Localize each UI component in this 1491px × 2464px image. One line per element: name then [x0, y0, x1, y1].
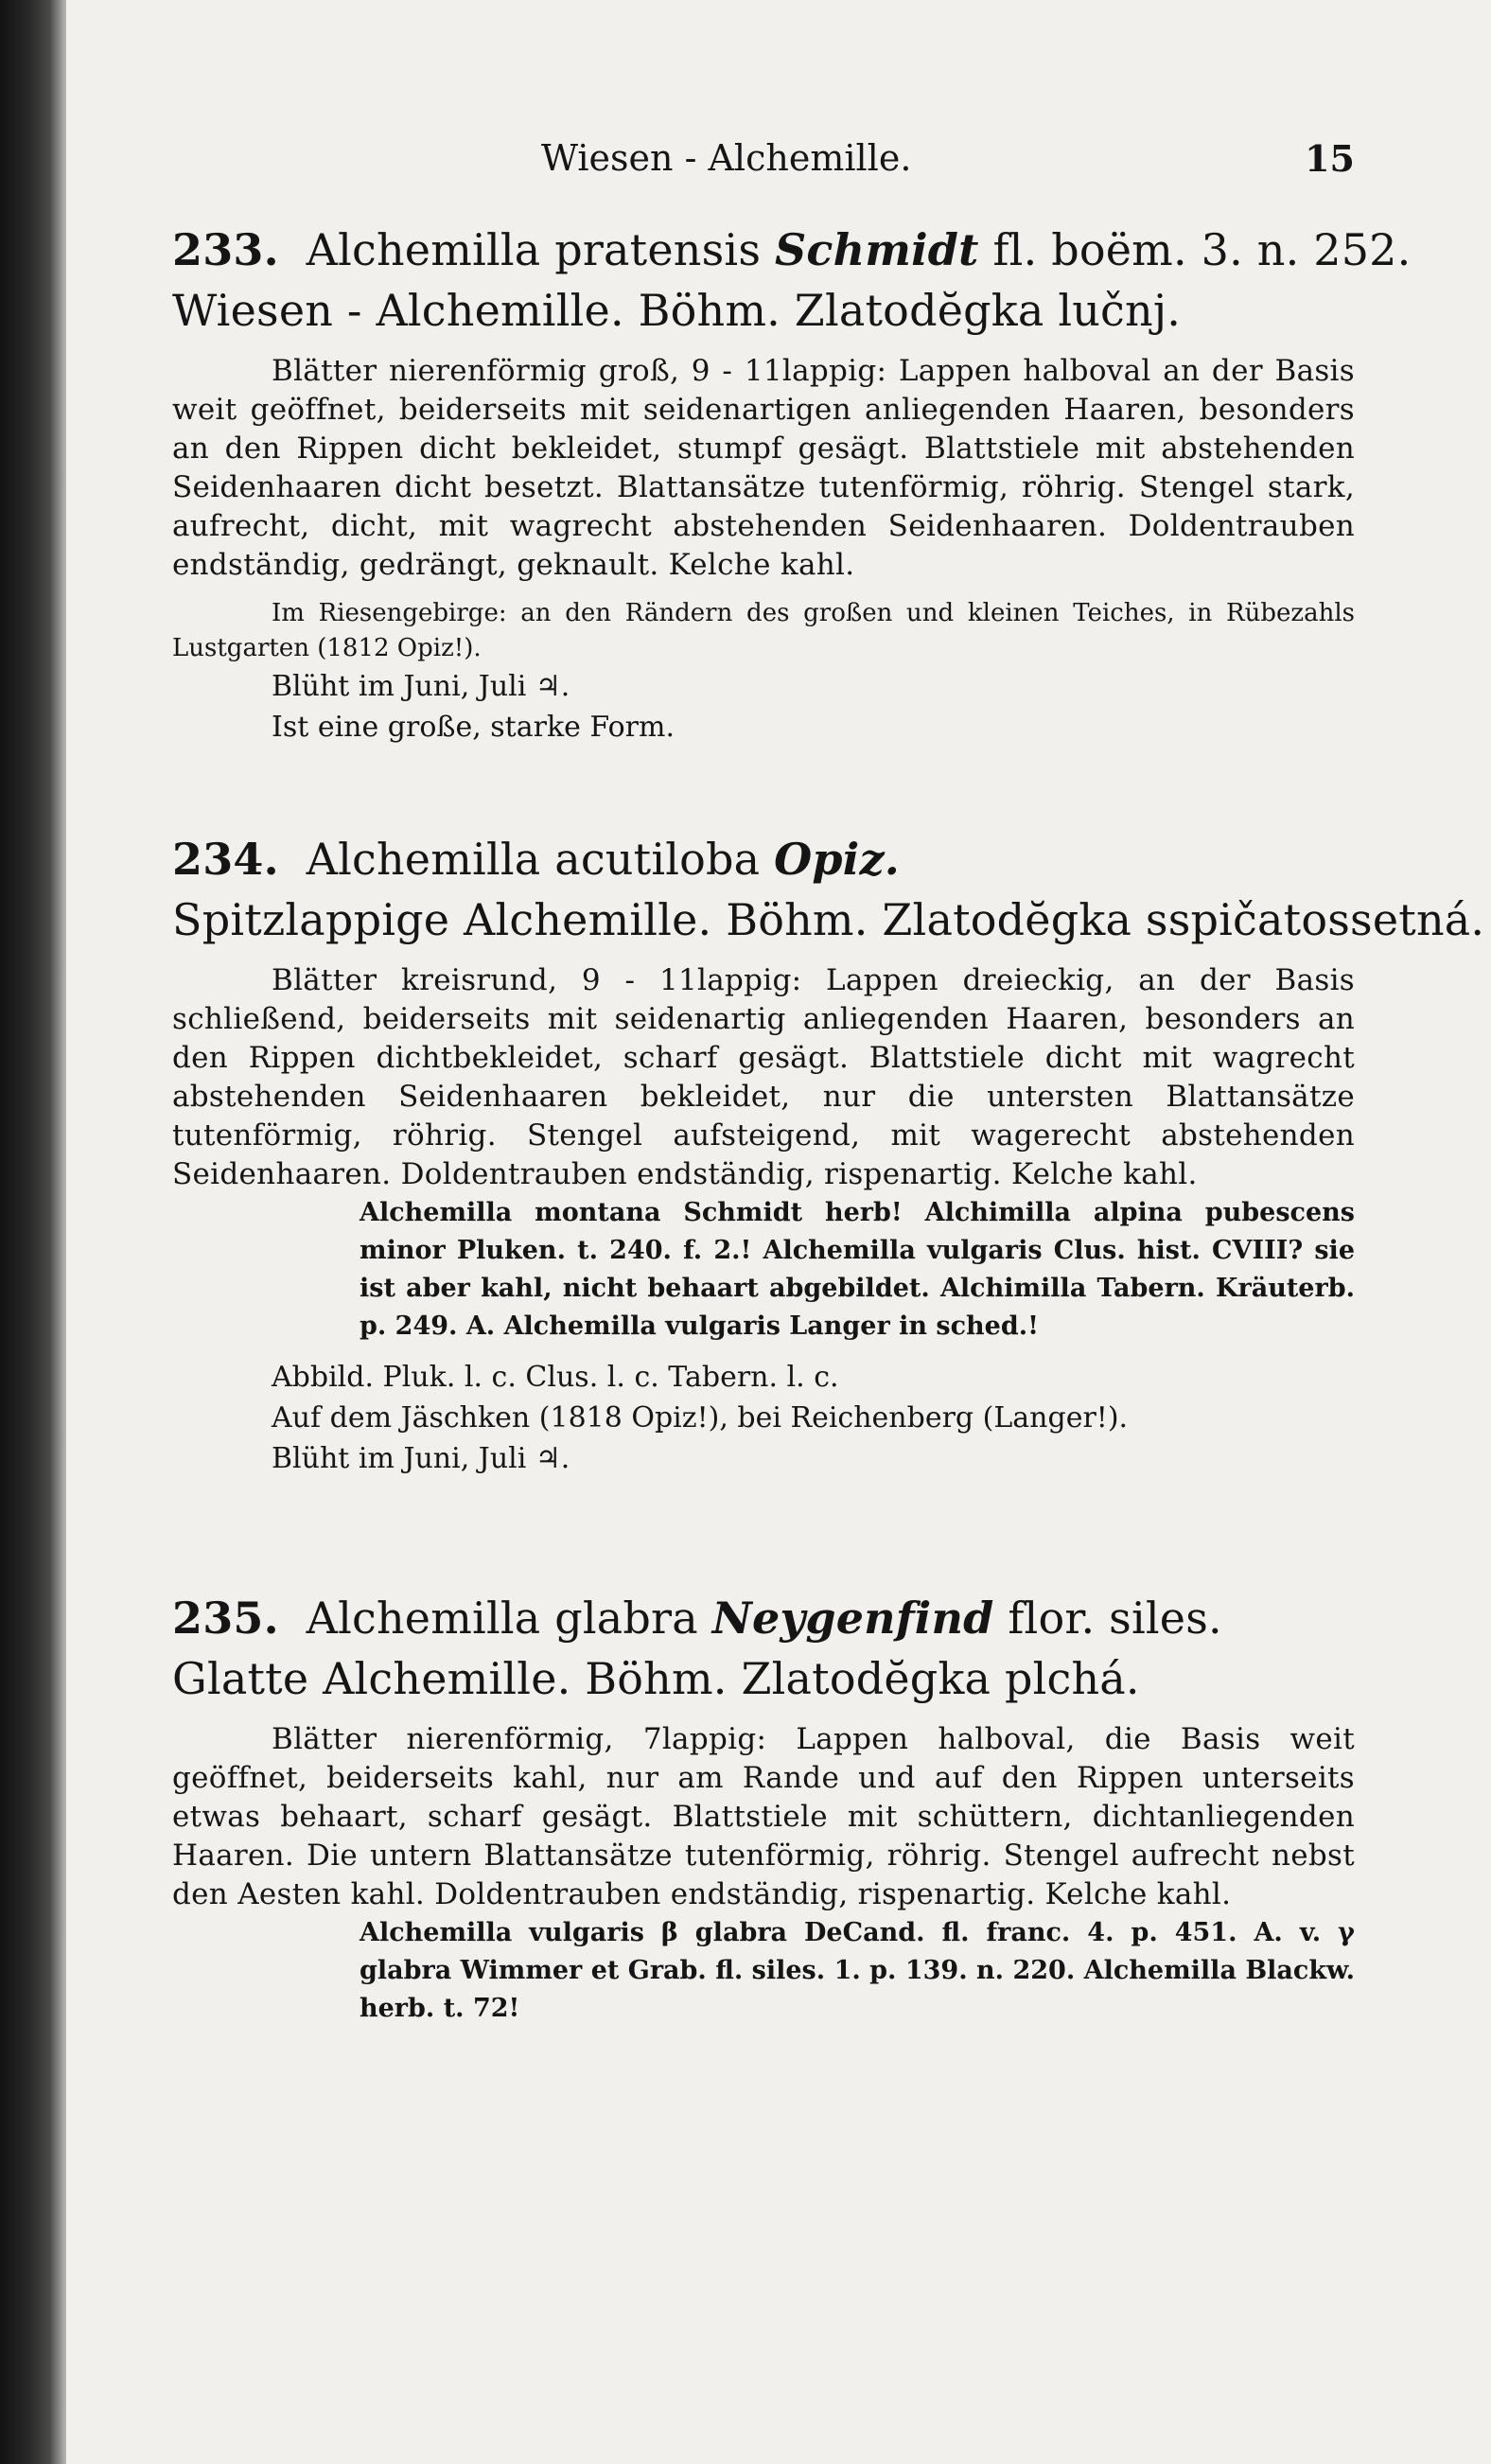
entry-234	[172, 829, 1485, 1479]
species-description: Blätter nierenförmig groß, 9 - 11lappig: Lappen halboval an der Basis weit geöffnet, beiderseits mit seidenartigen anliegenden Haaren, besonders an den Rippen dicht bekleidet, stumpf gesägt. Blattstiele mit abstehenden Seidenhaaren dicht besetzt. Blattansätze tutenförmig, röhrig. Stengel stark, aufrecht, dicht, mit wagrecht abstehenden Seidenhaaren. Doldentrauben endständig, gedrängt, geknault. Kelche kahl.	[172, 354, 1355, 582]
page-number: 15	[1305, 137, 1355, 180]
species-author: Opiz.	[774, 834, 900, 885]
species-name: Alchemilla acutiloba	[306, 834, 761, 885]
page-header	[172, 137, 1355, 194]
species-synonyms: Alchemilla vulgaris β glabra DeCand. fl. franc. 4. p. 451. A. v. γ glabra Wimmer et Grab. fl. siles. 1. p. 139. n. 220. Alchemilla Blackw. herb. t. 72!	[360, 1918, 1355, 2023]
species-description: Blätter kreisrund, 9 - 11lappig: Lappen dreieckig, an der Basis schließend, beiderseits mit seidenartig anliegenden Haaren, besonders an den Rippen dichtbekleidet, scharf gesägt. Blattstiele dicht mit wagrecht abstehenden Seidenhaaren bekleidet, nur die untersten Blattansätze tutenförmig, röhrig. Stengel aufsteigend, mit wagerecht abstehenden Seidenhaaren. Doldentrauben endständig, rispenartig. Kelche kahl.	[172, 963, 1355, 1191]
species-reference: flor. siles.	[1008, 1593, 1222, 1644]
species-name: Alchemilla glabra	[306, 1593, 698, 1644]
species-figures: Abbild. Pluk. l. c. Clus. l. c. Tabern. l. c.	[272, 1361, 839, 1394]
vernacular-name: Wiesen - Alchemille. Böhm. Zlatodĕgka lučnj.	[172, 285, 1182, 336]
entry-235	[172, 1588, 1355, 2028]
entry-number: 235.	[172, 1593, 279, 1644]
page-left-edge	[0, 0, 66, 2464]
species-description: Blätter nierenförmig, 7lappig: Lappen halboval, die Basis weit geöffnet, beiderseits kahl, nur am Rande und auf den Rippen unterseits etwas behaart, scharf gesägt. Blattstiele mit schüttern, dichtanliegenden Haaren. Die untern Blattansätze tutenförmig, röhrig. Stengel aufrecht nebst den Aesten kahl. Doldentrauben endständig, rispenartig. Kelche kahl.	[172, 1722, 1355, 1911]
bloom-time: Blüht im Juni, Juli ♃.	[272, 670, 570, 703]
book-page	[66, 0, 1491, 2464]
vernacular-name: Glatte Alchemille. Böhm. Zlatodĕgka plchá.	[172, 1653, 1140, 1704]
species-author: Schmidt	[774, 224, 979, 275]
entry-number: 233.	[172, 224, 279, 275]
species-synonyms: Alchemilla montana Schmidt herb! Alchimilla alpina pubescens minor Pluken. t. 240. f. 2.! Alchemilla vulgaris Clus. hist. CVIII? sie ist aber kahl, nicht behaart abgebildet. Alchimilla Tabern. Kräuterb. p. 249. A. Alchemilla vulgaris Langer in sched.!	[360, 1198, 1355, 1341]
species-name: Alchemilla pratensis	[306, 224, 762, 275]
entry-title	[172, 1588, 1355, 1648]
entry-number: 234.	[172, 834, 279, 885]
species-habitat: Im Riesengebirge: an den Rändern des großen und kleinen Teiches, in Rübezahls Lustgarten (1812 Opiz!).	[172, 599, 1355, 662]
vernacular-name: Spitzlappige Alchemille. Böhm. Zlatodĕgka sspičatossetná.	[172, 894, 1485, 945]
species-reference: fl. boëm. 3. n. 252.	[992, 224, 1412, 275]
species-remark: Ist eine große, starke Form.	[272, 711, 675, 744]
entry-title	[172, 829, 1355, 889]
entry-233	[172, 220, 1412, 748]
bloom-time: Blüht im Juni, Juli ♃.	[272, 1442, 570, 1475]
running-head: Wiesen - Alchemille.	[541, 137, 912, 179]
species-habitat: Auf dem Jäschken (1818 Opiz!), bei Reichenberg (Langer!).	[272, 1401, 1129, 1434]
entry-title	[172, 220, 1412, 280]
species-author: Neygenfind	[711, 1593, 994, 1644]
